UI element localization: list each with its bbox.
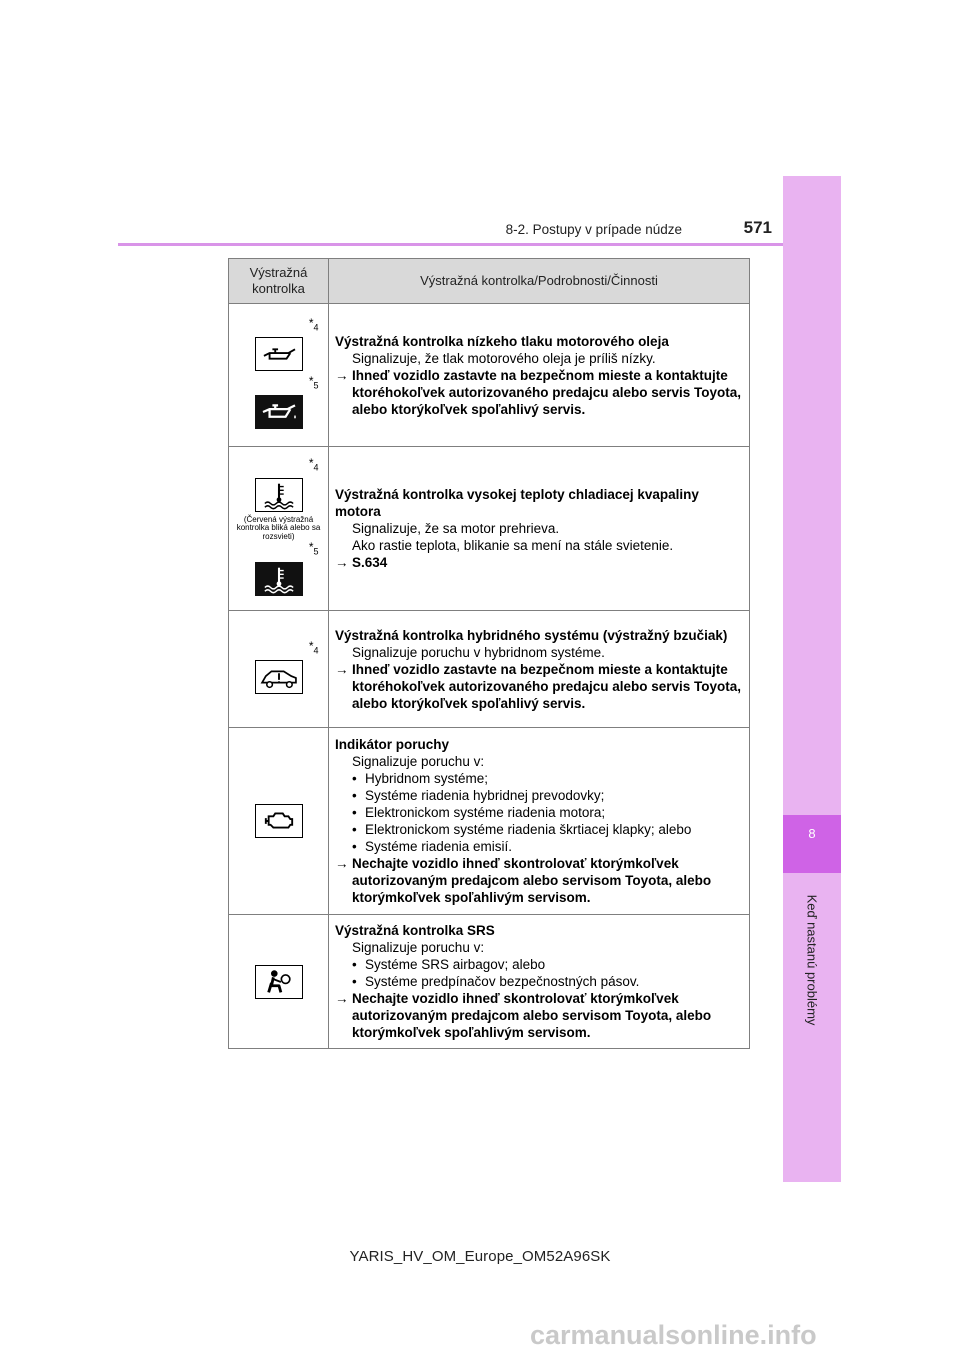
section-title: 8-2. Postupy v prípade núdze [505, 222, 682, 237]
table-row [229, 611, 750, 728]
list-item: • Elektronickom systéme riadenia škrtiacej klapky; alebo [352, 821, 743, 838]
col-header-details: Výstražná kontrolka/Podrobnosti/Činnosti [329, 259, 750, 304]
warning-text: Ako rastie teplota, blikanie sa mení na stále svietenie. [352, 538, 674, 553]
table-header-row [229, 259, 750, 304]
description-cell [329, 447, 750, 611]
list-item: • Systéme SRS airbagov; alebo [352, 956, 743, 973]
warning-title: Indikátor poruchy [335, 737, 450, 752]
icon-cell [229, 447, 329, 611]
table-row [229, 728, 750, 915]
page-number: 571 [743, 218, 772, 237]
coolant-temperature-icon [255, 562, 303, 596]
cause-list [335, 956, 743, 990]
list-item: • Systéme predpínačov bezpečnostných pásov. [352, 973, 743, 990]
warning-title: Výstražná kontrolka nízkeho tlaku motorového oleja [335, 333, 669, 349]
description-cell [329, 304, 750, 447]
list-item: • Systéme riadenia emisií. [352, 838, 743, 855]
warning-text: Signalizuje, že sa motor prehrieva. [352, 521, 560, 536]
chapter-label [783, 880, 841, 1040]
oil-pressure-icon [255, 337, 303, 371]
chapter-tab-active[interactable] [783, 815, 841, 873]
header-divider [118, 243, 783, 246]
chapter-label-text: Keď nastanú problémy [804, 894, 820, 1026]
warning-action: → Nechajte vozidlo ihneď skontrolovať ktorýmkoľvek autorizovaným predajcom alebo servisom Toyota, alebo ktorýmkoľvek spoľahlivým servisom. [335, 856, 712, 905]
cause-list [335, 770, 743, 855]
warning-action: → Ihneď vozidlo zastavte na bezpečnom mieste a kontaktujte ktoréhokoľvek autorizovaného predajcu alebo servis Toyota, alebo ktorýkoľvek spoľahlivý servis. [335, 661, 742, 711]
footnote-ref: $*_5$ [308, 374, 319, 391]
srs-airbag-icon [255, 965, 303, 999]
description-cell [329, 915, 750, 1049]
check-engine-icon [255, 804, 303, 838]
watermark: carmanualsonline.info [530, 1320, 817, 1350]
footnote-ref: $*_4$ [308, 315, 319, 332]
table-row [229, 447, 750, 611]
document-id: YARIS_HV_OM_Europe_OM52A96SK [349, 1248, 611, 1265]
warning-text: Signalizuje poruchu v: [352, 754, 485, 769]
warning-lights-table [228, 258, 750, 1049]
footnote-ref: $*_4$ [308, 638, 319, 656]
footnote-ref: $*_4$ [308, 456, 319, 473]
table-row [229, 304, 750, 447]
warning-text: Signalizuje, že tlak motorového oleja je príliš nízky. [352, 350, 656, 366]
list-item: • Elektronickom systéme riadenia motora; [352, 804, 743, 821]
list-item: • Hybridnom systéme; [352, 770, 743, 787]
list-item: • Systéme riadenia hybridnej prevodovky; [352, 787, 743, 804]
coolant-temperature-icon [255, 478, 303, 512]
hybrid-system-warning-icon [255, 660, 303, 694]
warning-action: → Nechajte vozidlo ihneď skontrolovať ktorýmkoľvek autorizovaným predajcom alebo servisom Toyota, alebo ktorýmkoľvek spoľahlivým servisom. [335, 991, 712, 1040]
col-header-light: Výstražná kontrolka [229, 259, 329, 304]
description-cell [329, 728, 750, 915]
warning-text: Signalizuje poruchu v hybridnom systéme. [352, 644, 605, 660]
icon-cell [229, 304, 329, 447]
warning-action: → Ihneď vozidlo zastavte na bezpečnom mieste a kontaktujte ktoréhokoľvek autorizovaného predajcu alebo servis Toyota, alebo ktorýkoľvek spoľahlivý servis. [335, 367, 742, 417]
warning-action: → S.634 [335, 555, 388, 570]
oil-pressure-icon [255, 395, 303, 429]
icon-cell [229, 915, 329, 1049]
icon-caption: (Červená výstražná kontrolka bliká alebo sa rozsvieti) [236, 514, 321, 541]
chapter-number: 8 [808, 826, 816, 841]
warning-title: Výstražná kontrolka hybridného systému (výstražný bzučiak) [335, 627, 728, 643]
description-cell [329, 611, 750, 728]
table-row [229, 915, 750, 1049]
warning-title: Výstražná kontrolka vysokej teploty chladiacej kvapaliny motora [335, 487, 699, 519]
warning-text: Signalizuje poruchu v: [352, 940, 485, 955]
icon-cell [229, 611, 329, 728]
icon-cell [229, 728, 329, 915]
footnote-ref: $*_5$ [308, 540, 319, 557]
warning-title: Výstražná kontrolka SRS [335, 923, 495, 938]
